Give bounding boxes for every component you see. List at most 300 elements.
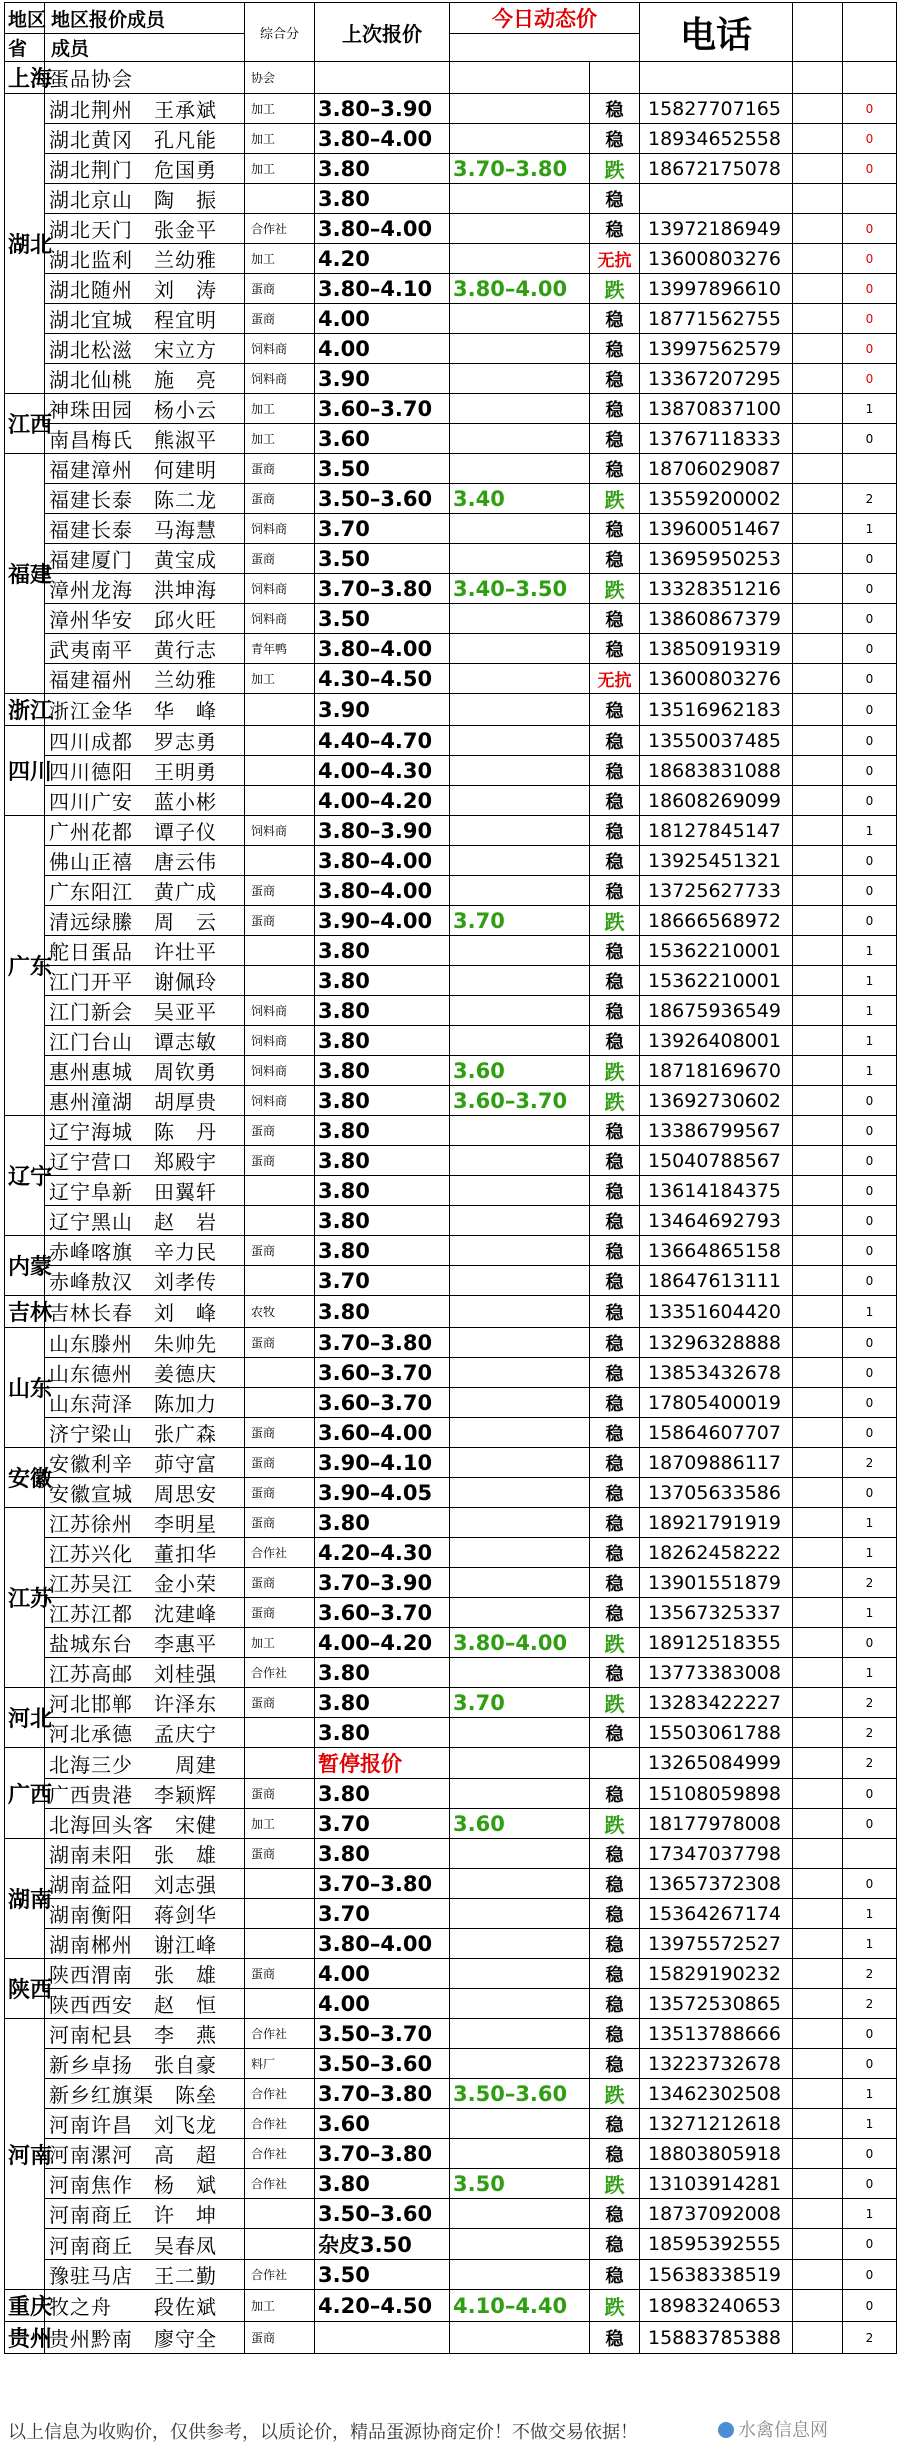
today-price [450, 2019, 590, 2049]
member-type [245, 1358, 315, 1388]
last-price: 3.80 [315, 996, 450, 1026]
member-type: 协会 [245, 62, 315, 94]
table-row [5, 966, 897, 996]
blank-cell [793, 1688, 843, 1718]
phone-number: 18595392555 [640, 2229, 793, 2260]
blank-cell [793, 2199, 843, 2229]
province-cell: 湖北 [5, 94, 45, 394]
phone-number: 13513788666 [640, 2019, 793, 2049]
table-row [5, 1989, 897, 2019]
last-price: 3.70–3.80 [315, 2079, 450, 2109]
blank-cell [793, 1026, 843, 1056]
days-count: 0 [843, 364, 897, 394]
member-name: 陕西西安 赵 恒 [45, 1989, 245, 2019]
price-trend: 稳 [590, 304, 640, 334]
phone-number: 13870837100 [640, 394, 793, 424]
days-count: 0 [843, 1418, 897, 1448]
phone-number: 13572530865 [640, 1989, 793, 2019]
table-row [5, 2019, 897, 2049]
today-price: 3.70 [450, 1688, 590, 1718]
blank-cell [793, 906, 843, 936]
blank-cell [793, 2139, 843, 2169]
blank-cell [793, 1899, 843, 1929]
last-price: 4.00–4.20 [315, 786, 450, 816]
phone-number: 13725627733 [640, 876, 793, 906]
days-count: 2 [843, 1568, 897, 1598]
today-price [450, 2322, 590, 2354]
phone-number: 13773383008 [640, 1658, 793, 1688]
phone-number: 15864607707 [640, 1418, 793, 1448]
member-type [245, 936, 315, 966]
phone-number: 15040788567 [640, 1146, 793, 1176]
last-price: 3.50 [315, 544, 450, 574]
blank-cell [793, 1658, 843, 1688]
days-count: 0 [843, 604, 897, 634]
member-name: 盐城东台 李惠平 [45, 1628, 245, 1658]
table-row [5, 364, 897, 394]
table-row [5, 1478, 897, 1508]
price-trend: 稳 [590, 424, 640, 454]
blank-cell [793, 1959, 843, 1989]
header-phone: 电话 [640, 3, 793, 62]
member-type: 蛋商 [245, 1448, 315, 1478]
blank-cell [793, 1598, 843, 1628]
blank-cell [793, 1448, 843, 1478]
today-price [450, 94, 590, 124]
member-type: 蛋商 [245, 1688, 315, 1718]
province-cell: 吉林 [5, 1296, 45, 1328]
blank-cell [793, 996, 843, 1026]
today-price [450, 1266, 590, 1296]
days-count: 0 [843, 2049, 897, 2079]
phone-number: 13925451321 [640, 846, 793, 876]
table-row [5, 2109, 897, 2139]
today-price [450, 1026, 590, 1056]
blank-cell [793, 62, 843, 94]
member-type [245, 1989, 315, 2019]
price-table [4, 2, 897, 2354]
table-row [5, 1899, 897, 1929]
province-cell: 上海 [5, 62, 45, 94]
table-row [5, 1026, 897, 1056]
member-name: 江苏江都 沈建峰 [45, 1598, 245, 1628]
days-count: 0 [843, 1146, 897, 1176]
member-name: 湖北随州 刘 涛 [45, 274, 245, 304]
today-price [450, 816, 590, 846]
phone-number: 13103914281 [640, 2169, 793, 2199]
price-trend: 稳 [590, 1538, 640, 1568]
phone-number: 13657372308 [640, 1869, 793, 1899]
table-row [5, 304, 897, 334]
days-count: 1 [843, 1508, 897, 1538]
days-count: 0 [843, 1478, 897, 1508]
today-price [450, 1358, 590, 1388]
member-type [245, 786, 315, 816]
last-price: 4.00–4.30 [315, 756, 450, 786]
blank-cell [793, 154, 843, 184]
province-cell: 江苏 [5, 1508, 45, 1688]
last-price: 3.80 [315, 1176, 450, 1206]
days-count: 1 [843, 1598, 897, 1628]
member-name: 湖南衡阳 蒋剑华 [45, 1899, 245, 1929]
member-type: 加工 [245, 394, 315, 424]
last-price: 3.80 [315, 936, 450, 966]
price-trend: 跌 [590, 1628, 640, 1658]
member-type [245, 756, 315, 786]
blank-cell [793, 2079, 843, 2109]
today-price [450, 1538, 590, 1568]
price-trend: 稳 [590, 876, 640, 906]
days-count: 0 [843, 1779, 897, 1809]
last-price: 3.70–3.80 [315, 2139, 450, 2169]
blank-cell [793, 1358, 843, 1388]
blank-cell [793, 2019, 843, 2049]
today-price [450, 1176, 590, 1206]
member-type: 蛋商 [245, 2322, 315, 2354]
table-row [5, 214, 897, 244]
last-price: 4.20 [315, 244, 450, 274]
days-count: 0 [843, 876, 897, 906]
today-price [450, 1598, 590, 1628]
province-cell: 山东 [5, 1328, 45, 1448]
last-price: 3.70–3.80 [315, 574, 450, 604]
price-trend: 稳 [590, 1328, 640, 1358]
phone-number: 13386799567 [640, 1116, 793, 1146]
member-type [245, 1929, 315, 1959]
today-price [450, 184, 590, 214]
today-price: 3.60 [450, 1056, 590, 1086]
table-row [5, 2079, 897, 2109]
price-trend: 稳 [590, 694, 640, 726]
price-trend: 稳 [590, 214, 640, 244]
last-price: 3.80 [315, 154, 450, 184]
price-trend: 稳 [590, 1206, 640, 1236]
days-count: 0 [843, 2290, 897, 2322]
price-trend: 稳 [590, 936, 640, 966]
member-name: 山东滕州 朱帅先 [45, 1328, 245, 1358]
member-type [245, 694, 315, 726]
today-price [450, 1146, 590, 1176]
member-name: 漳州龙海 洪坤海 [45, 574, 245, 604]
member-type: 饲料商 [245, 334, 315, 364]
member-name: 佛山正禧 唐云伟 [45, 846, 245, 876]
today-price [450, 364, 590, 394]
days-count: 1 [843, 2199, 897, 2229]
phone-number: 13860867379 [640, 604, 793, 634]
price-trend: 稳 [590, 1236, 640, 1266]
member-name: 河北承德 孟庆宁 [45, 1718, 245, 1748]
member-name: 辽宁阜新 田翼轩 [45, 1176, 245, 1206]
member-name: 广东阳江 黄广成 [45, 876, 245, 906]
today-price [450, 1658, 590, 1688]
blank-cell [793, 454, 843, 484]
today-price [450, 1929, 590, 1959]
table-row [5, 876, 897, 906]
phone-number: 17805400019 [640, 1388, 793, 1418]
member-type: 蛋商 [245, 876, 315, 906]
days-count: 1 [843, 1899, 897, 1929]
member-name: 新乡卓扬 张自豪 [45, 2049, 245, 2079]
today-price [450, 334, 590, 364]
member-type [245, 2199, 315, 2229]
phone-number: 13695950253 [640, 544, 793, 574]
last-price: 3.50 [315, 604, 450, 634]
price-trend: 无抗 [590, 244, 640, 274]
member-type [245, 1176, 315, 1206]
blank-cell [793, 1206, 843, 1236]
header-today-sub [450, 34, 640, 62]
blank-cell [793, 756, 843, 786]
table-row [5, 2199, 897, 2229]
member-type: 饲料商 [245, 574, 315, 604]
days-count: 0 [843, 786, 897, 816]
blank-cell [793, 1508, 843, 1538]
price-trend: 稳 [590, 634, 640, 664]
member-name: 山东德州 姜德庆 [45, 1358, 245, 1388]
price-trend: 稳 [590, 1358, 640, 1388]
price-trend: 稳 [590, 2322, 640, 2354]
last-price: 3.70–3.80 [315, 1328, 450, 1358]
phone-number: 18983240653 [640, 2290, 793, 2322]
last-price: 4.30–4.50 [315, 664, 450, 694]
phone-number: 18666568972 [640, 906, 793, 936]
price-trend: 稳 [590, 2260, 640, 2290]
today-price [450, 1478, 590, 1508]
blank-cell [793, 184, 843, 214]
province-cell: 内蒙 [5, 1236, 45, 1296]
member-type [245, 1718, 315, 1748]
table-row [5, 816, 897, 846]
last-price: 3.80–3.90 [315, 94, 450, 124]
phone-number: 18672175078 [640, 154, 793, 184]
today-price [450, 2229, 590, 2260]
last-price [315, 2322, 450, 2354]
phone-number: 18709886117 [640, 1448, 793, 1478]
member-type: 加工 [245, 124, 315, 154]
price-trend: 无抗 [590, 664, 640, 694]
member-type: 蛋商 [245, 1236, 315, 1266]
table-row [5, 694, 897, 726]
last-price: 3.80 [315, 1086, 450, 1116]
price-trend: 跌 [590, 2290, 640, 2322]
member-type: 饲料商 [245, 1026, 315, 1056]
province-cell: 河南 [5, 2019, 45, 2290]
days-count: 0 [843, 274, 897, 304]
member-type: 青年鸭 [245, 634, 315, 664]
price-trend: 稳 [590, 1176, 640, 1206]
price-trend: 稳 [590, 756, 640, 786]
blank-cell [793, 816, 843, 846]
last-price: 3.80 [315, 1508, 450, 1538]
days-count: 0 [843, 846, 897, 876]
price-trend: 稳 [590, 184, 640, 214]
blank-cell [793, 2109, 843, 2139]
price-trend: 稳 [590, 1296, 640, 1328]
today-price: 3.70–3.80 [450, 154, 590, 184]
member-name: 济宁梁山 张广森 [45, 1418, 245, 1448]
days-count: 1 [843, 816, 897, 846]
blank-cell [793, 274, 843, 304]
days-count: 2 [843, 1448, 897, 1478]
last-price: 3.80 [315, 1839, 450, 1869]
today-price [450, 1296, 590, 1328]
table-row [5, 1056, 897, 1086]
phone-number: 13516962183 [640, 694, 793, 726]
today-price [450, 756, 590, 786]
table-row [5, 756, 897, 786]
blank-cell [793, 244, 843, 274]
blank-cell [793, 1086, 843, 1116]
phone-number [640, 184, 793, 214]
phone-number: 13559200002 [640, 484, 793, 514]
price-trend [590, 1748, 640, 1779]
table-row [5, 1538, 897, 1568]
table-row [5, 1266, 897, 1296]
blank-cell [793, 786, 843, 816]
days-count: 0 [843, 574, 897, 604]
table-row [5, 1748, 897, 1779]
price-trend: 稳 [590, 1959, 640, 1989]
table-row [5, 1628, 897, 1658]
phone-number: 18683831088 [640, 756, 793, 786]
member-type [245, 1206, 315, 1236]
today-price: 3.50 [450, 2169, 590, 2199]
table-row [5, 514, 897, 544]
days-count: 1 [843, 1658, 897, 1688]
member-name: 河南许昌 刘飞龙 [45, 2109, 245, 2139]
table-row [5, 846, 897, 876]
today-price [450, 1116, 590, 1146]
today-price [450, 544, 590, 574]
member-type: 蛋商 [245, 304, 315, 334]
last-price: 3.90–4.00 [315, 906, 450, 936]
phone-number: 13692730602 [640, 1086, 793, 1116]
price-trend: 稳 [590, 1989, 640, 2019]
days-count: 0 [843, 1176, 897, 1206]
last-price: 3.80 [315, 1236, 450, 1266]
member-name: 广州花都 谭子仪 [45, 816, 245, 846]
last-price: 3.70–3.80 [315, 1869, 450, 1899]
member-type: 加工 [245, 94, 315, 124]
table-row [5, 394, 897, 424]
member-type [245, 2229, 315, 2260]
member-name: 神珠田园 杨小云 [45, 394, 245, 424]
member-type [245, 184, 315, 214]
last-price: 3.80–4.00 [315, 1929, 450, 1959]
member-type: 蛋商 [245, 1598, 315, 1628]
table-row [5, 544, 897, 574]
table-row [5, 1869, 897, 1899]
member-name: 河南商丘 许 坤 [45, 2199, 245, 2229]
table-row [5, 1718, 897, 1748]
member-type: 蛋商 [245, 1959, 315, 1989]
price-trend: 跌 [590, 906, 640, 936]
price-trend: 稳 [590, 1418, 640, 1448]
province-cell: 福建 [5, 454, 45, 694]
member-type: 蛋商 [245, 1418, 315, 1448]
days-count: 0 [843, 906, 897, 936]
blank-cell [793, 1056, 843, 1086]
member-type: 饲料商 [245, 996, 315, 1026]
member-name: 惠州潼湖 胡厚贵 [45, 1086, 245, 1116]
price-trend: 稳 [590, 514, 640, 544]
table-row [5, 1358, 897, 1388]
phone-number: 15364267174 [640, 1899, 793, 1929]
table-row [5, 906, 897, 936]
last-price: 3.50–3.60 [315, 2199, 450, 2229]
phone-number: 13567325337 [640, 1598, 793, 1628]
days-count: 0 [843, 2229, 897, 2260]
blank-cell [793, 1296, 843, 1328]
member-name: 河北邯郸 许泽东 [45, 1688, 245, 1718]
member-name: 河南杞县 李 燕 [45, 2019, 245, 2049]
table-row [5, 1388, 897, 1418]
watermark [718, 2416, 828, 2442]
today-price [450, 124, 590, 154]
phone-number: 15829190232 [640, 1959, 793, 1989]
days-count: 0 [843, 756, 897, 786]
days-count: 0 [843, 1116, 897, 1146]
member-name: 江苏兴化 董扣华 [45, 1538, 245, 1568]
price-trend: 稳 [590, 2199, 640, 2229]
today-price [450, 1448, 590, 1478]
member-type [245, 1748, 315, 1779]
province-cell: 湖南 [5, 1839, 45, 1959]
today-price [450, 1236, 590, 1266]
member-name: 南昌梅氏 熊淑平 [45, 424, 245, 454]
blank-cell [793, 1266, 843, 1296]
table-row [5, 1448, 897, 1478]
blank-cell [793, 2229, 843, 2260]
price-trend: 稳 [590, 334, 640, 364]
days-count: 1 [843, 996, 897, 1026]
last-price: 3.80 [315, 184, 450, 214]
last-price: 3.70–3.90 [315, 1568, 450, 1598]
table-row [5, 1598, 897, 1628]
member-name: 湖北松滋 宋立方 [45, 334, 245, 364]
province-cell: 四川 [5, 726, 45, 816]
member-name: 湖南益阳 刘志强 [45, 1869, 245, 1899]
blank-cell [793, 124, 843, 154]
member-name: 四川德阳 王明勇 [45, 756, 245, 786]
watermark-text: 水禽信息网 [738, 2420, 828, 2441]
phone-number: 18737092008 [640, 2199, 793, 2229]
price-trend: 稳 [590, 1478, 640, 1508]
today-price [450, 1328, 590, 1358]
days-count: 0 [843, 544, 897, 574]
days-count: 0 [843, 694, 897, 726]
table-row [5, 1839, 897, 1869]
member-type [245, 966, 315, 996]
last-price: 3.80 [315, 1658, 450, 1688]
member-type: 饲料商 [245, 604, 315, 634]
member-name: 广西贵港 李颖辉 [45, 1779, 245, 1809]
phone-number: 18803805918 [640, 2139, 793, 2169]
table-row [5, 244, 897, 274]
member-name: 湖北荆州 王承斌 [45, 94, 245, 124]
price-trend: 稳 [590, 1388, 640, 1418]
member-type: 料厂 [245, 2049, 315, 2079]
last-price: 3.80–4.00 [315, 876, 450, 906]
table-row [5, 1116, 897, 1146]
last-price: 3.50–3.60 [315, 484, 450, 514]
member-name: 江门开平 谢佩玲 [45, 966, 245, 996]
today-price: 3.40–3.50 [450, 574, 590, 604]
last-price: 3.80 [315, 2169, 450, 2199]
today-price [450, 214, 590, 244]
member-name: 舵日蛋品 许壮平 [45, 936, 245, 966]
price-trend: 跌 [590, 1809, 640, 1839]
